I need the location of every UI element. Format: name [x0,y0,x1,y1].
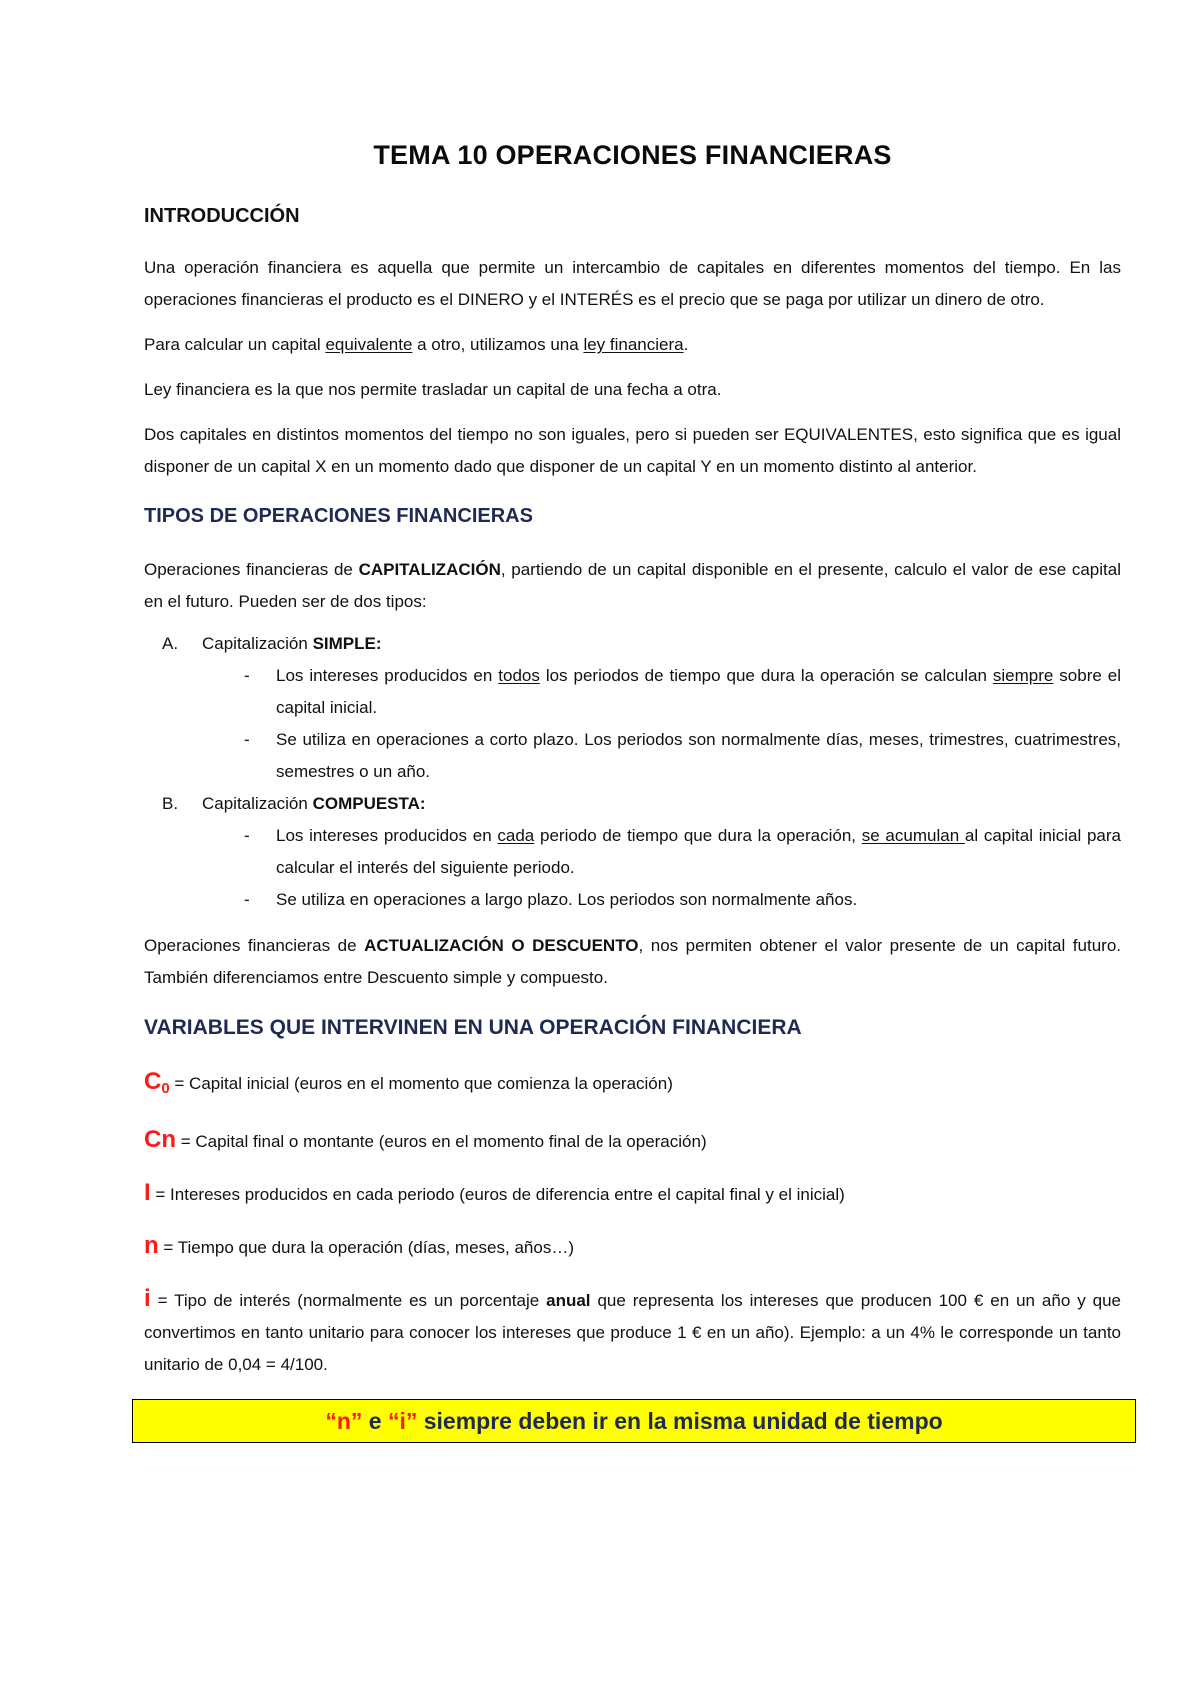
simple-sublist [202,660,1121,788]
list-marker-a: A. [162,634,179,653]
text-run: Los intereses producidos en [276,826,498,845]
text-run: = Tipo de interés (normalmente es un porcentaje [150,1291,547,1310]
underlined-siempre: siempre [992,666,1054,685]
text-run: . [683,335,689,354]
symbol-I: I [144,1179,151,1206]
symbol-subscript: 0 [161,1080,170,1097]
text-run: Los intereses producidos en [276,666,499,685]
underlined-todos: todos [498,666,540,685]
symbol-cn: Cn [144,1126,176,1153]
intro-paragraph-2 [144,329,1121,361]
list-item-simple [162,628,1121,788]
callout-i: “i” [387,1407,418,1434]
intro-heading: INTRODUCCIÓN [144,205,300,227]
bold-actualizacion: ACTUALIZACIÓN O DESCUENTO [364,936,639,955]
variable-c0 [144,1066,1121,1105]
symbol-text: C [144,1068,162,1095]
actualizacion-paragraph [144,930,1121,994]
callout-text: e [362,1407,388,1434]
text-run: Operaciones financieras de [144,560,359,579]
symbol-i: i [144,1285,151,1312]
list-item-compuesta [162,788,1121,916]
dash-bullet: - [244,666,250,685]
list-item [202,724,1121,788]
bold-simple: SIMPLE: [312,634,382,653]
variable-i [144,1283,1121,1381]
underlined-equivalente: equivalente [325,335,413,354]
text-run: al capital inicial para calcular el interés del siguiente periodo. [276,826,1121,877]
text-run: = Intereses producidos en cada periodo (euros de diferencia entre el capital final y el inicial) [150,1185,845,1204]
callout-n: “n” [325,1407,363,1434]
compuesta-sublist [202,820,1121,916]
bold-anual: anual [546,1291,591,1310]
variables-heading: VARIABLES QUE INTERVINEN EN UNA OPERACIÓN FINANCIERA [144,1016,802,1039]
underlined-se-acumulan: se acumulan [861,826,965,845]
intro-paragraph-4: Dos capitales en distintos momentos del tiempo no son iguales, pero si pueden ser EQUIVALENTES, esto significa que es igual disponer de un capital X en un momento dado que disponer de un capital Y en un momento distinto al anterior. [144,425,1121,476]
text-run: Se utiliza en operaciones a corto plazo. Los periodos son normalmente días, meses, trimestres, cuatrimestres, semestres o un año. [276,730,1121,781]
text-run: = Capital final o montante (euros en el momento final de la operación) [176,1132,707,1151]
text-run: periodo de tiempo que dura la operación, [534,826,862,845]
text-run: Para calcular un capital [144,335,326,354]
text-run: = Tiempo que dura la operación (días, meses, años…) [158,1238,574,1257]
capitalizacion-types-list [162,628,1121,916]
bold-compuesta: COMPUESTA: [312,794,426,813]
dash-bullet: - [244,890,250,909]
text-run: Capitalización [202,634,313,653]
text-run: , nos permiten obtener el valor presente de un capital futuro. También diferenciamos entre Descuento simple y compuesto. [144,936,1121,987]
text-run: Capitalización [202,794,313,813]
variable-cn [144,1124,1121,1158]
text-run: los periodos de tiempo que dura la operación se calculan [539,666,993,685]
variable-n [144,1230,1121,1264]
text-run: = Capital inicial (euros en el momento que comienza la operación) [169,1074,673,1093]
callout-text: siempre deben ir en la misma unidad de tiempo [417,1407,943,1434]
text-run: Se utiliza en operaciones a largo plazo. Los periodos son normalmente años. [276,890,858,909]
underlined-ley-financiera: ley financiera [583,335,684,354]
text-run: a otro, utilizamos una [412,335,584,354]
list-marker-b: B. [162,794,179,813]
tipos-heading: TIPOS DE OPERACIONES FINANCIERAS [144,505,533,527]
variable-I [144,1177,1121,1211]
list-item [202,820,1121,884]
bold-capitalizacion: CAPITALIZACIÓN [358,560,501,579]
page-title: TEMA 10 OPERACIONES FINANCIERAS [373,140,892,170]
dash-bullet: - [244,730,250,749]
capitalizacion-paragraph [144,554,1121,618]
intro-paragraph-1: Una operación financiera es aquella que permite un intercambio de capitales en diferentes momentos del tiempo. En las operaciones financieras el producto es el DINERO y el INTERÉS es el precio que se paga por utilizar un dinero de otro. [144,258,1121,309]
list-item [202,884,1121,916]
text-run: que representa los intereses que producen 100 € en un año y que convertimos en tanto unitario para conocer los intereses que produce 1 € en un año). Ejemplo: a un 4% le corresponde un tanto unitario de 0,04 = 4/100. [144,1291,1121,1374]
underlined-cada: cada [497,826,535,845]
intro-paragraph-3: Ley financiera es la que nos permite trasladar un capital de una fecha a otra. [144,380,722,399]
symbol-n: n [144,1232,159,1259]
highlight-callout-box [132,1399,1136,1443]
text-run: , partiendo de un capital disponible en el presente, calculo el valor de ese capital en el futuro. Pueden ser de dos tipos: [144,560,1121,611]
dash-bullet: - [244,826,250,845]
list-item [202,660,1121,724]
text-run: sobre el capital inicial. [276,666,1121,717]
text-run: Operaciones financieras de [144,936,365,955]
symbol-c0 [144,1068,170,1095]
